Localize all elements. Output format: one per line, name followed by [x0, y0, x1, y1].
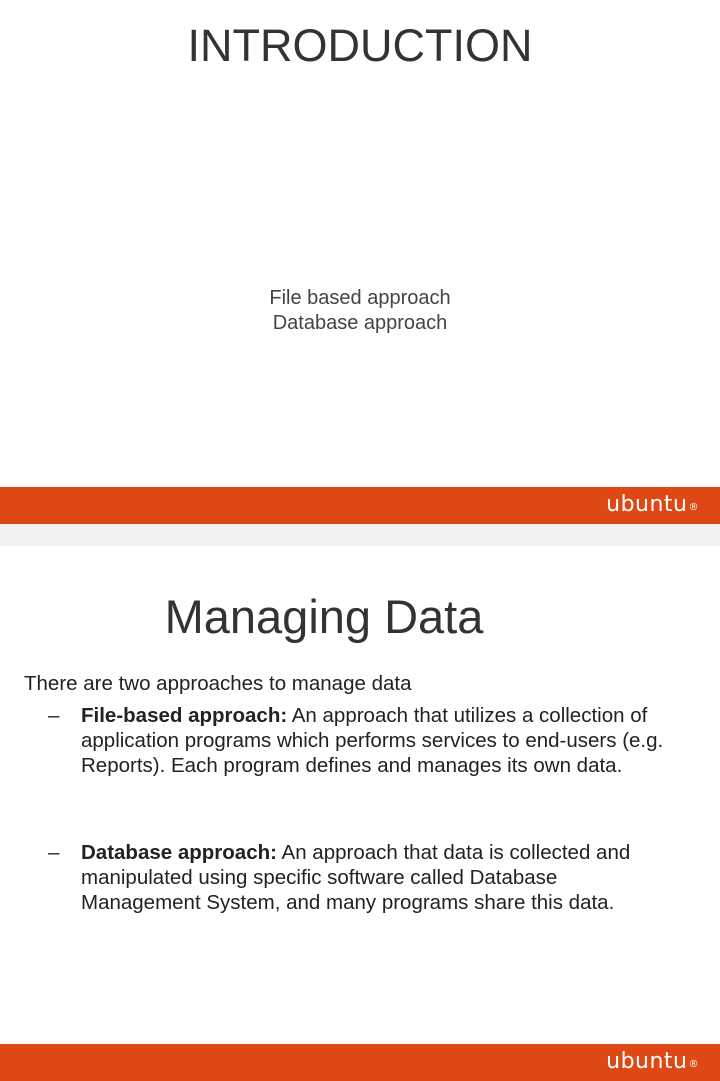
footer-bar: [0, 487, 720, 524]
bullet-file-based: [48, 703, 668, 778]
list-item: Database approach: [272, 312, 448, 334]
list-item: File based approach: [269, 287, 451, 309]
registered-icon: ®: [688, 502, 699, 513]
bullet-description: An approach that data is collected and manipulated using specific software called Database Management System, and many programs share this data.: [81, 841, 631, 914]
ubuntu-logo: ubuntu®: [606, 492, 699, 517]
dash-icon: –: [48, 841, 60, 864]
intro-text: There are two approaches to manage data: [24, 672, 412, 695]
slide-managing-data: [0, 546, 720, 1081]
ubuntu-logo: ubuntu®: [606, 1049, 699, 1074]
bullet-description: An approach that utilizes a collection of application programs which performs services to end-users (e.g. Reports). Each program defines and manages its own data.: [81, 704, 664, 777]
footer-bar: [0, 1044, 720, 1081]
bullet-term: File-based approach:: [81, 704, 288, 727]
bullet-term: Database approach:: [81, 841, 277, 864]
registered-icon: ®: [688, 1059, 699, 1070]
approach-list: [0, 286, 720, 336]
slide-introduction: [0, 0, 720, 524]
bullet-database: [48, 840, 668, 915]
slide-title: Managing Data: [164, 590, 484, 643]
slide-title: INTRODUCTION: [187, 20, 533, 71]
dash-icon: –: [48, 704, 60, 727]
